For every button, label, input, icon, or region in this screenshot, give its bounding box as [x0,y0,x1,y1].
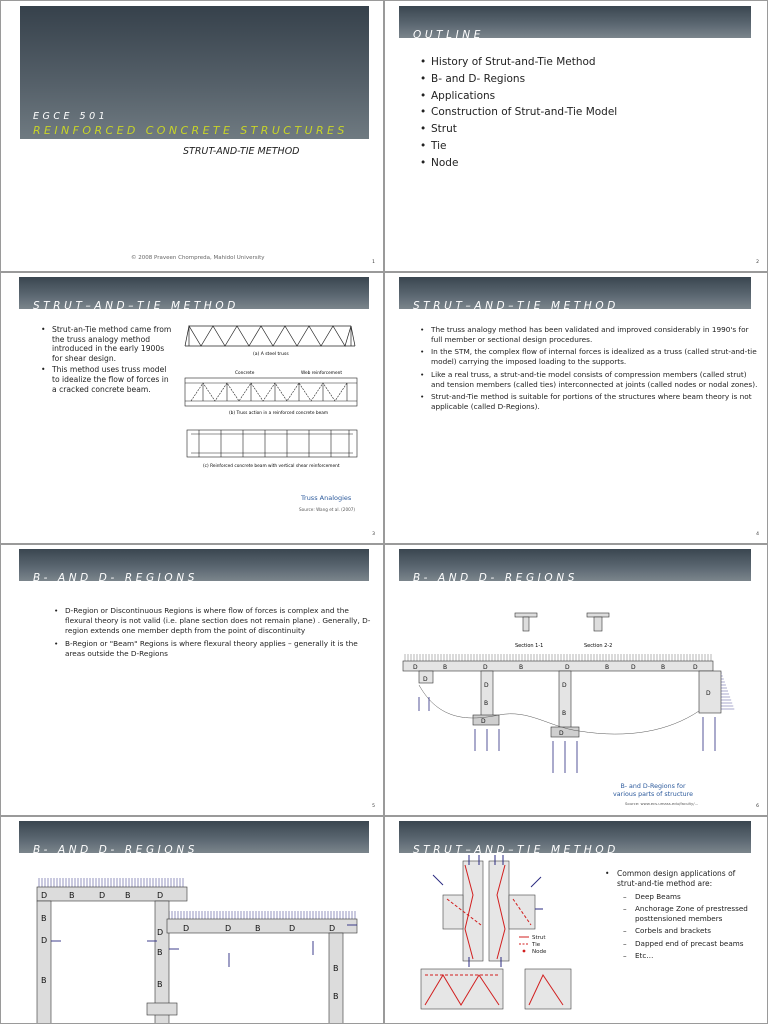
svg-text:D: D [562,682,567,689]
slide-header [399,6,751,41]
applications-list [605,869,757,961]
application-item: – Anchorage Zone of prestressed posttensioned members [623,904,748,923]
rc-beam-stirrups-diagram [187,430,357,457]
slide-header [19,277,369,312]
stm-applications-diagram [413,855,601,1024]
slide-6[interactable] [384,544,768,816]
svg-text:B: B [157,980,163,989]
slide-header-title: B- AND D- REGIONS [413,572,578,584]
outline-list [417,54,617,172]
svg-text:D: D [225,924,232,933]
svg-text:D: D [41,891,48,900]
svg-text:D: D [484,682,489,689]
title-banner [20,6,369,139]
bullet-item: • In the STM, the complex flow of internal forces is idealized as a truss (called strut-and-tie model) carrying the imposed loading to the supports. [431,347,761,366]
slide-subtitle: STRUT-AND-TIE METHOD [183,146,300,157]
bullet-item: • D-Region or Discontinuous Regions is where flow of forces is complex and the flexural theory is not valid (i.e. plane section does not remain plane) . Generally, D-region extends one member depth from the point of discontinuity [65,606,373,636]
section-2-label: Section 2-2 [584,643,613,649]
slide-header-title: OUTLINE [413,29,484,41]
figure-label-a: (a) A steel truss [253,352,289,357]
course-title: REINFORCED CONCRETE STRUCTURES [33,124,348,137]
bullet-item: • Strut-an-Tie method came from the truss analogy method introduced in the early 1900s for shear design. [52,325,174,363]
slide-5[interactable] [0,544,384,816]
regions-structure-diagram [399,611,751,781]
web-reinforcement-label: Web reinforcement [301,371,343,376]
svg-text:D: D [157,928,164,937]
application-item: – Deep Beams [623,892,681,901]
slide-3[interactable] [0,272,384,544]
svg-text:D: D [481,718,486,725]
svg-text:D: D [559,730,564,737]
figure-label-c: (c) Reinforced concrete beam with vertical shear reinforcement [203,464,340,469]
slide-1[interactable] [0,0,384,272]
svg-text:B: B [443,664,448,671]
bullet-item: • This method uses truss model to idealize the flow of forces in a cracked concrete beam. [52,365,174,394]
corbel-column-sketch [421,861,571,1009]
slide-header-title: STRUT–AND–TIE METHOD [413,844,619,856]
section-sketches [515,613,609,631]
svg-text:D: D [329,924,336,933]
svg-text:D: D [565,664,570,671]
svg-text:B: B [519,664,524,671]
outline-item[interactable]: • History of Strut-and-Tie Method [431,54,617,71]
figure-source: Source: www.ecs.umass.edu/faculty/... [625,801,699,806]
section-1-label: Section 1-1 [515,643,544,649]
course-code: EGCE 501 [33,111,109,122]
bullet-list [38,325,174,394]
svg-text:D: D [41,936,48,945]
svg-text:D: D [483,664,488,671]
concrete-label: Concrete [235,371,255,376]
slide-header [19,821,369,856]
slide-header-title: STRUT–AND–TIE METHOD [33,300,239,312]
svg-text:D: D [99,891,106,900]
slide-header-title: B- AND D- REGIONS [33,572,198,584]
distributed-load [405,654,711,661]
svg-text:B: B [562,710,567,717]
svg-text:D: D [706,690,711,697]
svg-text:B: B [333,964,339,973]
slide-header [19,549,369,584]
svg-text:D: D [693,664,698,671]
slide-header [399,821,751,856]
svg-text:B: B [484,700,489,707]
steel-truss-diagram [185,326,355,346]
bullet-item: • The truss analogy method has been validated and improved considerably in 1990's for full member or sectional design procedures. [431,325,761,344]
svg-text:D: D [413,664,418,671]
slide-4[interactable] [384,272,768,544]
application-items [617,892,757,960]
rc-beam-truss-diagram [185,378,357,406]
slide-7[interactable] [0,816,384,1024]
copyright-footer: © 2008 Praveen Chompreda, Mahidol University [131,255,265,261]
bullet-item: • B-Region or "Beam" Regions is where flexural theory applies – generally it is the areas outside the D-Regions [65,639,373,659]
svg-text:B: B [41,914,47,923]
continuous-beam [403,661,721,737]
outline-item[interactable]: • Strut [431,121,617,138]
applications-intro: • Common design applications of strut-and-tie method are: [605,869,736,888]
svg-text:B: B [41,976,47,985]
figure-caption [613,783,693,799]
legend-node: Node [532,949,547,955]
slide-8[interactable] [384,816,768,1024]
caption-line-1: B- and D-Regions for [620,783,686,790]
outline-item[interactable]: • B- and D- Regions [431,71,617,88]
page-number: 1 [372,260,375,265]
outline-item[interactable]: • Construction of Strut-and-Tie Model [431,104,617,121]
application-item: – Etc… [623,951,654,961]
region-labels [41,891,339,1001]
figure-label-b: (b) Truss action in a reinforced concrete beam [229,411,329,416]
slide-2[interactable] [384,0,768,272]
bullet-list [417,325,761,412]
outline-item[interactable]: • Tie [431,138,617,155]
caption-line-2: various parts of structure [613,791,693,798]
figure-source: Source: Wang et al. (2007) [299,507,356,512]
svg-text:B: B [605,664,610,671]
application-item: – Corbels and brackets [623,926,711,936]
slide-header [399,549,751,584]
slide-header-title: STRUT–AND–TIE METHOD [413,300,619,312]
bullet-item: • Like a real truss, a strut-and-tie model consists of compression members (called strut) and tension members (called ties) interconnected at joints (called nodes or nodal zones). [431,370,761,389]
diagram-legend [519,935,547,955]
svg-text:B: B [157,948,163,957]
page-number: 6 [756,804,759,809]
frame-regions-diagram [7,875,377,1024]
bullet-list [51,606,373,659]
applications-intro-text: Common design applications of strut-and-tie method are: [617,869,736,888]
legend-strut: Strut [532,935,546,941]
bullet-item: • Strut-and-Tie method is suitable for portions of the structures where beam theory is not applicable (called D-Regions). [431,392,761,411]
svg-text:B: B [69,891,75,900]
svg-text:B: B [255,924,261,933]
truss-analogy-figure [181,318,365,478]
page-number: 4 [756,532,759,537]
slide-header [399,277,751,312]
page-number: 2 [756,260,759,265]
svg-text:B: B [661,664,666,671]
slide-header-title: B- AND D- REGIONS [33,844,198,856]
outline-item[interactable]: • Applications [431,88,617,105]
portal-frame [37,887,357,1024]
application-item: – Dapped end of precast beams [623,938,744,948]
legend-tie: Tie [532,942,541,948]
svg-text:D: D [423,676,428,683]
page-number: 3 [372,532,375,537]
svg-text:D: D [289,924,296,933]
svg-text:B: B [125,891,131,900]
svg-text:B: B [333,992,339,1001]
lateral-load [721,673,734,709]
svg-text:D: D [183,924,190,933]
outline-item[interactable]: • Node [431,155,617,172]
figure-caption: Truss Analogies [301,494,352,502]
page-number: 5 [372,804,375,809]
svg-text:D: D [631,664,636,671]
svg-text:D: D [157,891,164,900]
